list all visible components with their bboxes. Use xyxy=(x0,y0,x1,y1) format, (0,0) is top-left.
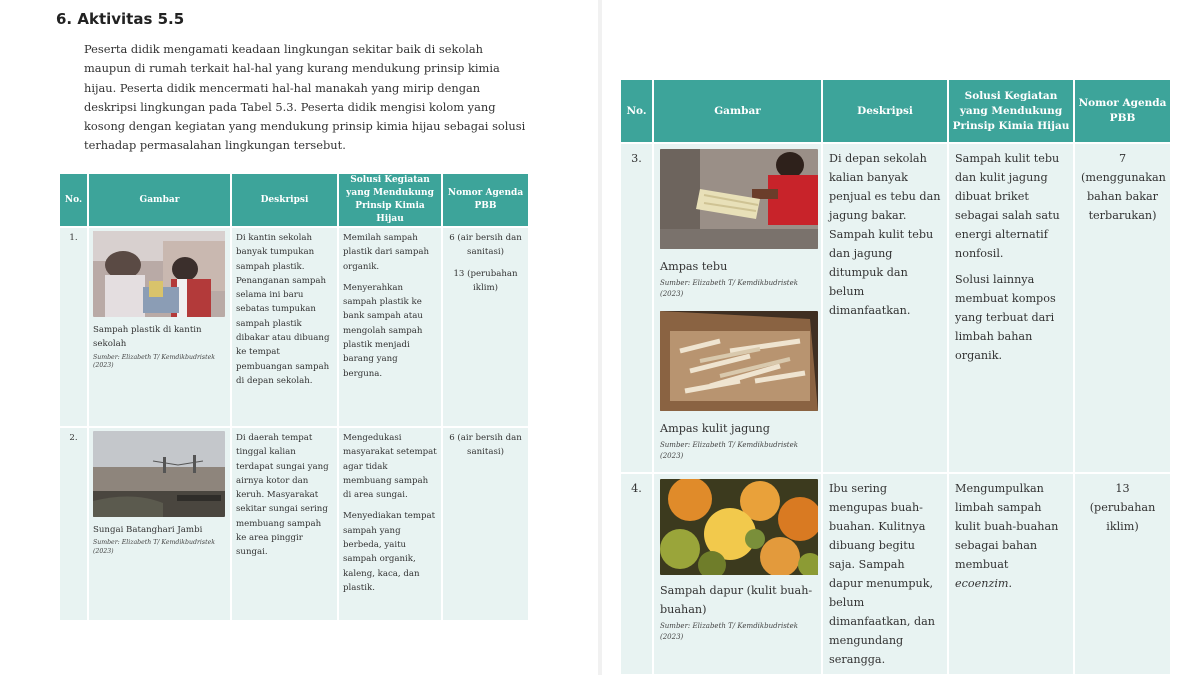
photo-plastic-waste-canteen xyxy=(93,231,225,317)
table-row xyxy=(620,473,1171,675)
image-caption-bagasse: Ampas tebu xyxy=(660,260,728,273)
image-caption: Sampah dapur (kulit buah-buahan) xyxy=(660,584,813,616)
table-row xyxy=(620,143,1171,473)
solution-text-1: Memilah sampah plastik dari sampah organik. xyxy=(343,233,429,272)
activity-table-left xyxy=(58,172,530,622)
header-agenda: Nomor Agenda PBB xyxy=(442,173,529,227)
row-number: 2. xyxy=(59,427,88,621)
solution-text-italic: ecoenzim xyxy=(955,577,1009,590)
description-cell: Di kantin sekolah banyak tumpukan sampah plastik. Penanganan sampah selama ini baru sebatas tumpukan sampah plastik dibakar atau dibuang ke tempat pembuangan sampah di depan sekolah. xyxy=(231,227,338,427)
description-cell: Ibu sering mengupas buah-buahan. Kulitnya dibuang begitu saja. Sampah dapur menumpuk, belum dimanfaatkan, dan mengundang serangga. xyxy=(822,473,948,675)
table-header-row xyxy=(59,173,529,227)
header-gambar: Gambar xyxy=(653,79,822,143)
image-cell xyxy=(88,227,231,427)
image-cell xyxy=(88,427,231,621)
table-row xyxy=(59,427,529,621)
agenda-text-2: 13 (perubahan iklim) xyxy=(453,268,518,293)
right-page xyxy=(602,0,1200,675)
solution-text-2: Menyerahkan sampah plastik ke bank sampah atau mengolah sampah plastik menjadi barang yang berguna. xyxy=(343,282,423,379)
row-number: 3. xyxy=(620,143,653,473)
image-source-bagasse: Sumber: Elizabeth T/ Kemdikbudristek (2023) xyxy=(660,279,798,298)
row-number: 1. xyxy=(59,227,88,427)
agenda-text-1: 6 (air bersih dan sanitasi) xyxy=(449,233,522,258)
solution-cell xyxy=(948,143,1074,473)
description-cell: Di depan sekolah kalian banyak penjual es tebu dan jagung bakar. Sampah kulit tebu dan jagung ditumpuk dan belum dimanfaatkan. xyxy=(822,143,948,473)
agenda-text-1: 13 (perubahan iklim) xyxy=(1089,482,1156,533)
header-agenda: Nomor Agenda PBB xyxy=(1074,79,1171,143)
solution-text-2: Menyediakan tempat sampah yang berbeda, yaitu sampah organik, kaleng, kaca, dan plastik. xyxy=(343,511,436,593)
solution-cell xyxy=(948,473,1074,675)
solution-text-end: . xyxy=(1008,577,1013,590)
intro-paragraph: Peserta didik mengamati keadaan lingkungan sekitar baik di sekolah maupun di rumah terkait hal-hal yang kurang mendukung prinsip kimia hijau. Peserta didik mencermati hal-hal manakah yang mirip dengan deskripsi lingkungan pada Tabel 5.3. Peserta didik mengisi kolom yang kosong dengan kegiatan yang mendukung prinsip kimia hijau sebagai solusi terhadap permasalahan lingkungan tersebut. xyxy=(84,42,526,153)
image-caption-corn: Ampas kulit jagung xyxy=(660,422,770,435)
header-deskripsi: Deskripsi xyxy=(231,173,338,227)
activity-table-right xyxy=(619,78,1172,675)
solution-text-1: Mengedukasi masyarakat setempat agar tidak membuang sampah di area sungai. xyxy=(343,433,437,501)
image-cell xyxy=(653,473,822,675)
image-source: Sumber: Elizabeth T/ Kemdikbudristek (2023) xyxy=(93,539,215,556)
image-source: Sumber: Elizabeth T/ Kemdikbudristek (2023) xyxy=(93,353,215,370)
image-caption: Sampah plastik di kantin sekolah xyxy=(93,325,202,350)
agenda-text-1: 7 (menggunakan bahan bakar terbarukan) xyxy=(1081,152,1166,222)
table-row xyxy=(59,227,529,427)
image-source-corn: Sumber: Elizabeth T/ Kemdikbudristek (2023) xyxy=(660,441,798,460)
solution-cell xyxy=(338,427,442,621)
agenda-cell xyxy=(1074,473,1171,675)
left-page xyxy=(0,0,598,675)
agenda-text-1: 6 (air bersih dan sanitasi) xyxy=(449,433,522,458)
solution-text-main: Mengumpulkan limbah sampah kulit buah-buahan sebagai bahan membuat xyxy=(955,482,1059,571)
header-deskripsi: Deskripsi xyxy=(822,79,948,143)
header-solusi: Solusi Kegiatan yang Mendukung Prinsip Kimia Hijau xyxy=(948,79,1074,143)
row-number: 4. xyxy=(620,473,653,675)
image-cell xyxy=(653,143,822,473)
agenda-cell xyxy=(442,227,529,427)
header-no: No. xyxy=(59,173,88,227)
solution-text-1: Sampah kulit tebu dan kulit jagung dibuat briket sebagai salah satu energi alternatif nonfosil. xyxy=(955,152,1060,260)
table-header-row xyxy=(620,79,1171,143)
photo-sugarcane-bagasse xyxy=(660,149,818,249)
header-gambar: Gambar xyxy=(88,173,231,227)
photo-corn-husk xyxy=(660,311,818,411)
photo-river-batanghari xyxy=(93,431,225,517)
solution-cell xyxy=(338,227,442,427)
description-cell: Di daerah tempat tinggal kalian terdapat sungai yang airnya kotor dan keruh. Masyarakat sekitar sungai sering membuang sampah ke area pinggir sungai. xyxy=(231,427,338,621)
photo-fruit-peels xyxy=(660,479,818,575)
image-caption: Sungai Batanghari Jambi xyxy=(93,525,203,535)
header-solusi: Solusi Kegiatan yang Mendukung Prinsip Kimia Hijau xyxy=(338,173,442,227)
activity-heading: 6. Aktivitas 5.5 xyxy=(56,10,185,28)
solution-text-2: Solusi lainnya membuat kompos yang terbuat dari limbah bahan organik. xyxy=(955,273,1056,362)
header-no: No. xyxy=(620,79,653,143)
agenda-cell xyxy=(1074,143,1171,473)
agenda-cell xyxy=(442,427,529,621)
image-source: Sumber: Elizabeth T/ Kemdikbudristek (2023) xyxy=(660,622,798,641)
